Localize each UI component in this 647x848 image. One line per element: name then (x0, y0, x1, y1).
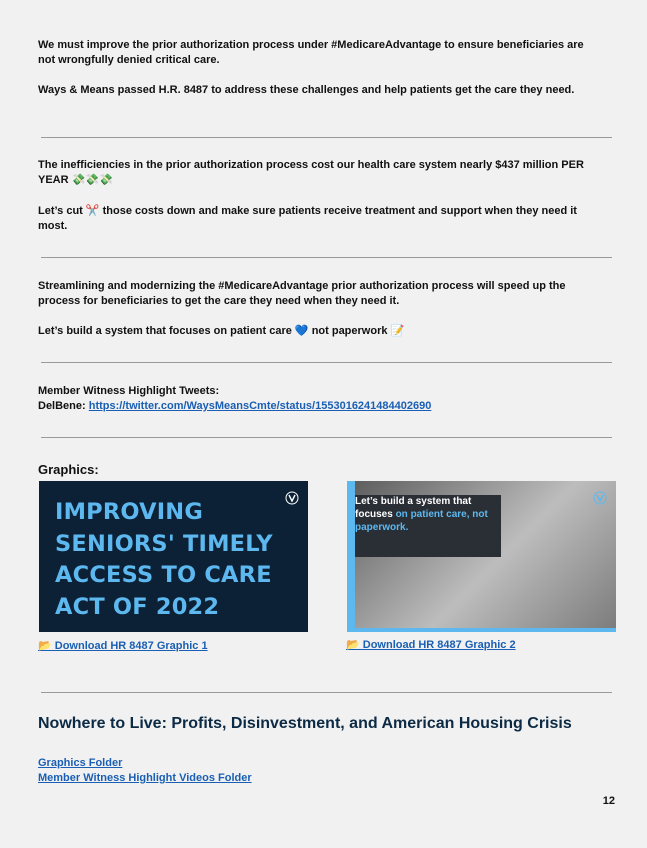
witness-name-label: DelBene: (38, 400, 86, 412)
witness-line (38, 399, 590, 414)
witness-title: Member Witness Highlight Tweets: (38, 385, 220, 397)
download-graphic-2-link[interactable]: 📂 Download HR 8487 Graphic 2 (346, 639, 516, 651)
paragraph-cost: The inefficiencies in the prior authorization process cost our health care system nearly $437 million PER YEAR 💸💸💸 (38, 159, 584, 186)
graphic-1-image (39, 481, 308, 632)
accent-band (347, 481, 355, 632)
graphics-folder-link[interactable]: Graphics Folder (38, 757, 123, 769)
graphic-2-text-a: Let’s build a system that focuses (355, 496, 472, 520)
videos-folder-link[interactable]: Member Witness Highlight Videos Folder (38, 772, 252, 784)
committee-seal-icon (593, 491, 607, 505)
graphic-2-image (347, 481, 616, 632)
witness-tweet-link[interactable]: https://twitter.com/WaysMeansCmte/status/1553016241484402690 (88, 400, 432, 412)
divider (41, 137, 612, 138)
divider (41, 437, 612, 438)
accent-bottom (347, 628, 616, 632)
paragraph-streamline: Streamlining and modernizing the #MedicareAdvantage prior authorization process will speed up the process for beneficiaries to get the care they need when they need it. (38, 280, 566, 307)
paragraph-hr8487: Ways & Means passed H.R. 8487 to address these challenges and help patients get the care they need. (38, 84, 575, 96)
graphic-2-text-b: on patient care, not paperwork. (355, 509, 488, 533)
divider (41, 257, 612, 258)
paragraph-patient-care: Let’s build a system that focuses on patient care 💙 not paperwork 📝 (38, 325, 405, 337)
section-heading: Nowhere to Live: Profits, Disinvestment, and American Housing Crisis (38, 715, 572, 732)
download-graphic-1-link[interactable]: 📂 Download HR 8487 Graphic 1 (38, 640, 208, 652)
graphic-2-text (355, 495, 495, 534)
paragraph-cut-costs: Let’s cut ✂️ those costs down and make sure patients receive treatment and support when they need it most. (38, 205, 577, 232)
page-number: 12 (602, 795, 615, 807)
paragraph-prior-auth: We must improve the prior authorization process under #MedicareAdvantage to ensure beneficiaries are not wrongfully denied critical care. (38, 39, 584, 66)
graphics-label: Graphics: (38, 462, 99, 477)
divider (41, 362, 612, 363)
graphic-1-text: IMPROVING SENIORS' TIMELY ACCESS TO CARE ACT OF 2022 (55, 499, 273, 620)
committee-seal-icon (285, 491, 299, 505)
divider (41, 692, 612, 693)
